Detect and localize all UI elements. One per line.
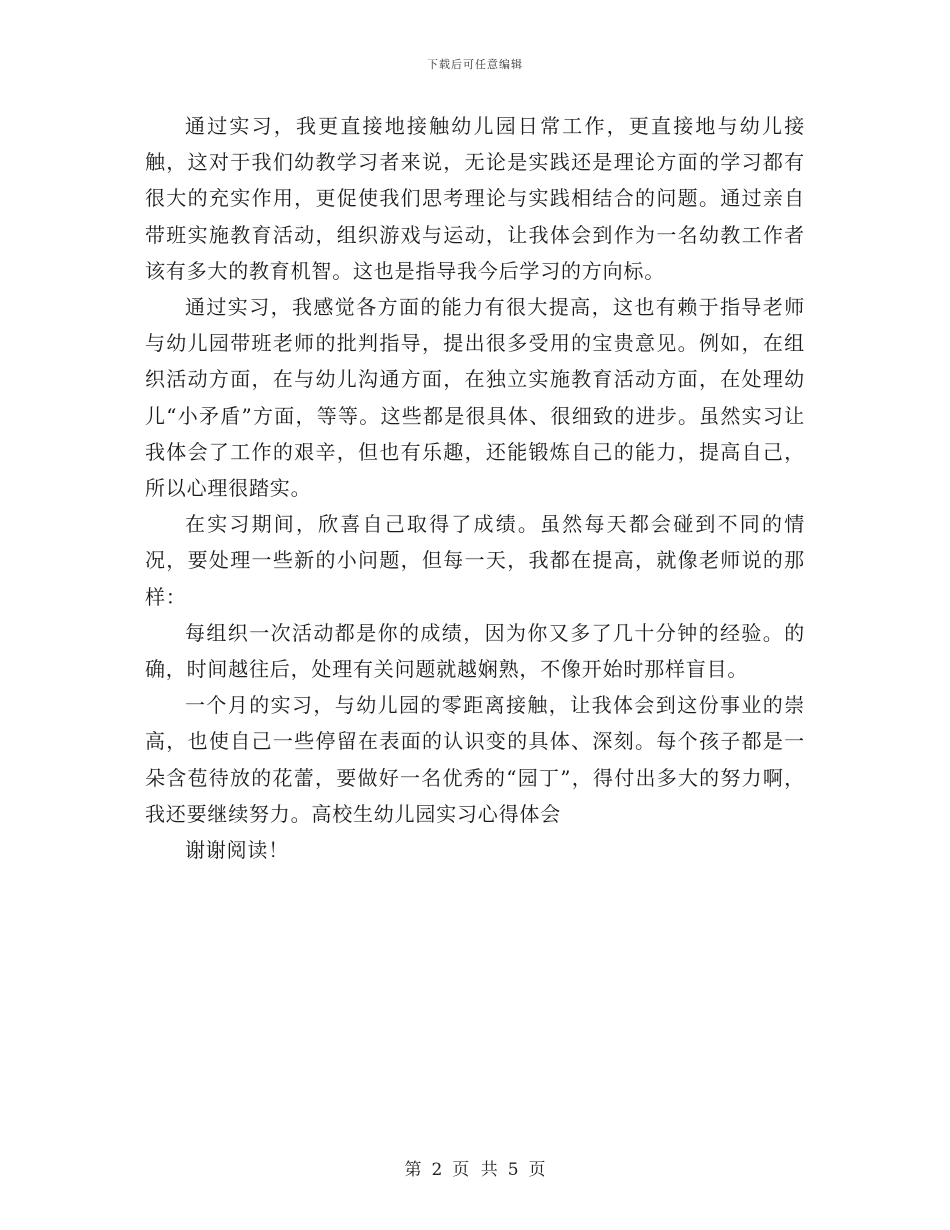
paragraph-5: 一个月的实习，与幼儿园的零距离接触，让我体会到这份事业的崇高，也使自己一些停留在表面的认识变的具体、深刻。每个孩子都是一朵含苞待放的花蕾，要做好一名优秀的“园丁”，得付出多大的努力啊，我还要继续努力。高校生幼儿园实习心得体会 [145, 693, 805, 826]
page-number: 2 [431, 1160, 443, 1180]
document-body [145, 108, 805, 868]
page-suffix: 页 [528, 1160, 546, 1180]
page-prefix: 第 [404, 1160, 422, 1180]
paragraph-closing: 谢谢阅读！ [185, 838, 289, 863]
page-footer [0, 1155, 950, 1180]
paragraph-4: 每组织一次活动都是你的成绩，因为你又多了几十分钟的经验。的确，时间越往后，处理有关问题就越娴熟，不像开始时那样盲目。 [145, 620, 805, 682]
paragraph-1: 通过实习，我更直接地接触幼儿园日常工作，更直接地与幼儿接触，这对于我们幼教学习者来说，无论是实践还是理论方面的学习都有很大的充实作用，更促使我们思考理论与实践相结合的问题。通过亲自带班实施教育活动，组织游戏与运动，让我体会到作为一名幼教工作者该有多大的教育机智。这也是指导我今后学习的方向标。 [145, 114, 805, 283]
page-header: 下载后可任意编辑 [427, 58, 523, 71]
page-middle: 页 共 [452, 1160, 498, 1180]
total-pages: 5 [507, 1160, 519, 1180]
paragraph-2: 通过实习，我感觉各方面的能力有很大提高，这也有赖于指导老师与幼儿园带班老师的批判指导，提出很多受用的宝贵意见。例如，在组织活动方面，在与幼儿沟通方面，在独立实施教育活动方面，在处理幼儿“小矛盾”方面，等等。这些都是很具体、很细致的进步。虽然实习让我体会了工作的艰辛，但也有乐趣，还能锻炼自己的能力，提高自己，所以心理很踏实。 [145, 295, 805, 501]
paragraph-3: 在实习期间，欣喜自己取得了成绩。虽然每天都会碰到不同的情况，要处理一些新的小问题，但每一天，我都在提高，就像老师说的那样： [145, 512, 805, 609]
